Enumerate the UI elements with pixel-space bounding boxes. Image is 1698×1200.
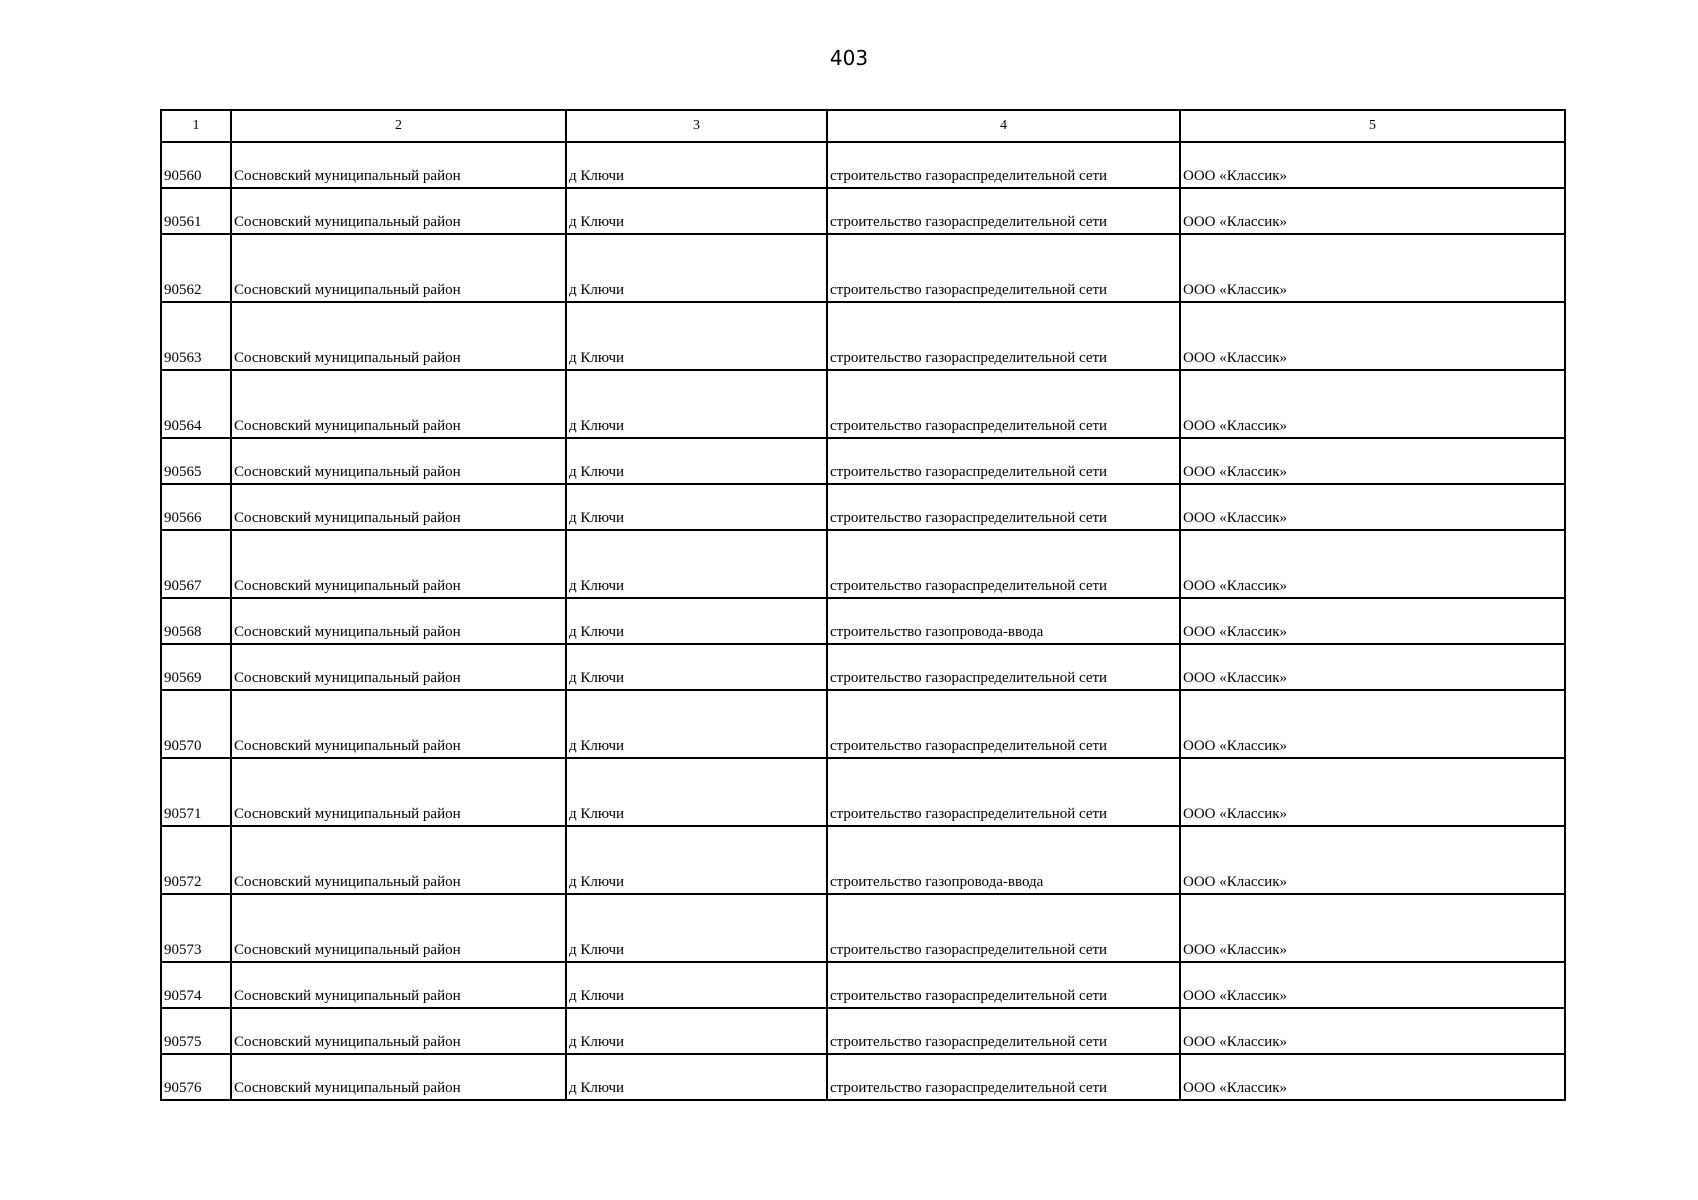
- district-cell: Сосновский муниципальный район: [231, 598, 566, 644]
- organization-cell: ООО «Классик»: [1180, 188, 1565, 234]
- header-row: [161, 110, 1565, 142]
- organization-cell: ООО «Классик»: [1180, 962, 1565, 1008]
- purpose-cell: строительство газораспределительной сети: [827, 758, 1180, 826]
- district-cell: Сосновский муниципальный район: [231, 484, 566, 530]
- organization-cell: ООО «Классик»: [1180, 530, 1565, 598]
- row-id-cell: 90564: [161, 370, 231, 438]
- locality-cell: д Ключи: [566, 370, 827, 438]
- locality-cell: д Ключи: [566, 894, 827, 962]
- table-row: [161, 826, 1565, 894]
- row-id-cell: 90566: [161, 484, 231, 530]
- locality-cell: д Ключи: [566, 530, 827, 598]
- table-row: [161, 644, 1565, 690]
- table-row: [161, 302, 1565, 370]
- row-id-cell: 90565: [161, 438, 231, 484]
- locality-cell: д Ключи: [566, 962, 827, 1008]
- organization-cell: ООО «Классик»: [1180, 438, 1565, 484]
- locality-cell: д Ключи: [566, 826, 827, 894]
- organization-cell: ООО «Классик»: [1180, 234, 1565, 302]
- district-cell: Сосновский муниципальный район: [231, 690, 566, 758]
- locality-cell: д Ключи: [566, 1008, 827, 1054]
- district-cell: Сосновский муниципальный район: [231, 962, 566, 1008]
- purpose-cell: строительство газораспределительной сети: [827, 894, 1180, 962]
- organization-cell: ООО «Классик»: [1180, 370, 1565, 438]
- organization-cell: ООО «Классик»: [1180, 758, 1565, 826]
- purpose-cell: строительство газораспределительной сети: [827, 1054, 1180, 1100]
- purpose-cell: строительство газораспределительной сети: [827, 644, 1180, 690]
- organization-cell: ООО «Классик»: [1180, 894, 1565, 962]
- organization-cell: ООО «Классик»: [1180, 644, 1565, 690]
- district-cell: Сосновский муниципальный район: [231, 370, 566, 438]
- locality-cell: д Ключи: [566, 302, 827, 370]
- organization-cell: ООО «Классик»: [1180, 690, 1565, 758]
- organization-cell: ООО «Классик»: [1180, 484, 1565, 530]
- table-row: [161, 530, 1565, 598]
- table-body: [161, 142, 1565, 1100]
- row-id-cell: 90572: [161, 826, 231, 894]
- row-id-cell: 90563: [161, 302, 231, 370]
- district-cell: Сосновский муниципальный район: [231, 758, 566, 826]
- district-cell: Сосновский муниципальный район: [231, 234, 566, 302]
- table-row: [161, 894, 1565, 962]
- purpose-cell: строительство газораспределительной сети: [827, 484, 1180, 530]
- district-cell: Сосновский муниципальный район: [231, 302, 566, 370]
- district-cell: Сосновский муниципальный район: [231, 188, 566, 234]
- table-row: [161, 142, 1565, 188]
- organization-cell: ООО «Классик»: [1180, 826, 1565, 894]
- purpose-cell: строительство газораспределительной сети: [827, 690, 1180, 758]
- organization-cell: ООО «Классик»: [1180, 1008, 1565, 1054]
- locality-cell: д Ключи: [566, 438, 827, 484]
- organization-cell: ООО «Классик»: [1180, 598, 1565, 644]
- purpose-cell: строительство газораспределительной сети: [827, 302, 1180, 370]
- locality-cell: д Ключи: [566, 690, 827, 758]
- row-id-cell: 90574: [161, 962, 231, 1008]
- table-row: [161, 438, 1565, 484]
- table-row: [161, 690, 1565, 758]
- purpose-cell: строительство газораспределительной сети: [827, 370, 1180, 438]
- district-cell: Сосновский муниципальный район: [231, 530, 566, 598]
- district-cell: Сосновский муниципальный район: [231, 1008, 566, 1054]
- column-header-5: 5: [1180, 110, 1565, 142]
- locality-cell: д Ключи: [566, 142, 827, 188]
- column-header-3: 3: [566, 110, 827, 142]
- organization-cell: ООО «Классик»: [1180, 302, 1565, 370]
- table-row: [161, 188, 1565, 234]
- purpose-cell: строительство газораспределительной сети: [827, 234, 1180, 302]
- purpose-cell: строительство газораспределительной сети: [827, 438, 1180, 484]
- row-id-cell: 90561: [161, 188, 231, 234]
- table-row: [161, 598, 1565, 644]
- column-header-4: 4: [827, 110, 1180, 142]
- locality-cell: д Ключи: [566, 598, 827, 644]
- district-cell: Сосновский муниципальный район: [231, 1054, 566, 1100]
- row-id-cell: 90562: [161, 234, 231, 302]
- table-row: [161, 758, 1565, 826]
- row-id-cell: 90570: [161, 690, 231, 758]
- registry-table: [160, 109, 1566, 1101]
- row-id-cell: 90575: [161, 1008, 231, 1054]
- table-row: [161, 370, 1565, 438]
- district-cell: Сосновский муниципальный район: [231, 644, 566, 690]
- purpose-cell: строительство газопровода-ввода: [827, 826, 1180, 894]
- table-row: [161, 1054, 1565, 1100]
- table-row: [161, 484, 1565, 530]
- row-id-cell: 90568: [161, 598, 231, 644]
- district-cell: Сосновский муниципальный район: [231, 142, 566, 188]
- district-cell: Сосновский муниципальный район: [231, 894, 566, 962]
- row-id-cell: 90567: [161, 530, 231, 598]
- locality-cell: д Ключи: [566, 484, 827, 530]
- locality-cell: д Ключи: [566, 644, 827, 690]
- district-cell: Сосновский муниципальный район: [231, 438, 566, 484]
- purpose-cell: строительство газораспределительной сети: [827, 142, 1180, 188]
- row-id-cell: 90569: [161, 644, 231, 690]
- row-id-cell: 90573: [161, 894, 231, 962]
- table-row: [161, 1008, 1565, 1054]
- purpose-cell: строительство газораспределительной сети: [827, 530, 1180, 598]
- locality-cell: д Ключи: [566, 758, 827, 826]
- district-cell: Сосновский муниципальный район: [231, 826, 566, 894]
- table-row: [161, 234, 1565, 302]
- locality-cell: д Ключи: [566, 1054, 827, 1100]
- table-header: [161, 110, 1565, 142]
- purpose-cell: строительство газораспределительной сети: [827, 962, 1180, 1008]
- organization-cell: ООО «Классик»: [1180, 1054, 1565, 1100]
- column-header-1: 1: [161, 110, 231, 142]
- page-number: 403: [829, 46, 869, 70]
- organization-cell: ООО «Классик»: [1180, 142, 1565, 188]
- purpose-cell: строительство газопровода-ввода: [827, 598, 1180, 644]
- column-header-2: 2: [231, 110, 566, 142]
- row-id-cell: 90576: [161, 1054, 231, 1100]
- purpose-cell: строительство газораспределительной сети: [827, 1008, 1180, 1054]
- row-id-cell: 90560: [161, 142, 231, 188]
- locality-cell: д Ключи: [566, 234, 827, 302]
- table-row: [161, 962, 1565, 1008]
- purpose-cell: строительство газораспределительной сети: [827, 188, 1180, 234]
- row-id-cell: 90571: [161, 758, 231, 826]
- locality-cell: д Ключи: [566, 188, 827, 234]
